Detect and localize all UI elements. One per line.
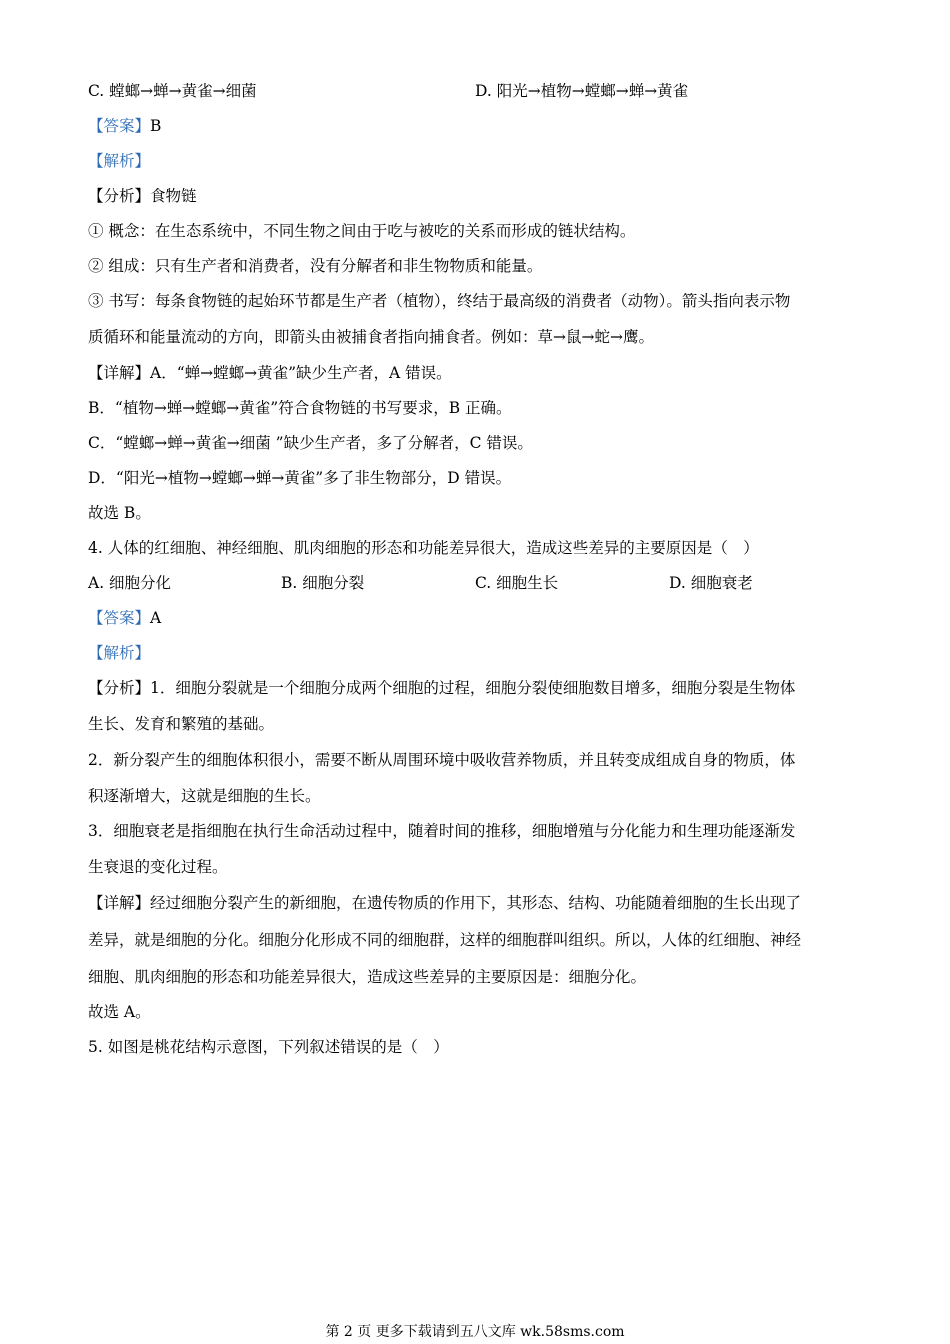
q3-detail-d: D．“阳光→植物→螳螂→蝉→黄雀”多了非生物部分，D 错误。 (88, 469, 512, 487)
fenxi-tag: 【分析】 (88, 679, 151, 697)
q4-point3-line2: 生衰退的变化过程。 (88, 858, 228, 876)
q3-detail-a-line (88, 362, 452, 384)
q4-point2-line2: 积逐渐增大，这就是细胞的生长。 (88, 787, 321, 805)
answer-tag: 【答案】 (88, 609, 151, 627)
q3-fenxi-line (88, 185, 197, 207)
fenxi-tag: 【分析】 (88, 187, 151, 205)
page-footer: 第 2 页 更多下载请到五八文库 wk.58sms.com (325, 1324, 625, 1340)
q4-point3-line1: 3．细胞衰老是指细胞在执行生命活动过程中，随着时间的推移，细胞增殖与分化能力和生理功能逐渐发 (88, 822, 796, 840)
q4-option-b: B. 细胞分裂 (281, 574, 365, 592)
q3-option-d: D. 阳光→植物→螳螂→蝉→黄雀 (475, 82, 689, 100)
q3-point3-line2: 质循环和能量流动的方向，即箭头由被捕食者指向捕食者。例如：草→鼠→蛇→鹰。 (88, 328, 654, 346)
q3-detail-c: C．“螳螂→蝉→黄雀→细菌 ”缺少生产者，多了分解者，C 错误。 (88, 434, 533, 452)
answer-value: A (150, 609, 162, 627)
q4-answer-line (88, 607, 161, 629)
q4-analysis-tag: 【解析】 (88, 644, 151, 662)
q4-fenxi-line2: 生长、发育和繁殖的基础。 (88, 715, 275, 733)
answer-tag: 【答案】 (88, 117, 151, 135)
q3-point3-line1: ③ 书写：每条食物链的起始环节都是生产者（植物），终结于最高级的消费者（动物）。箭头指向表示物 (88, 292, 791, 310)
detail-text: 经过细胞分裂产生的新细胞，在遗传物质的作用下，其形态、结构、功能随着细胞的生长出现了 (150, 894, 802, 912)
q3-detail-b: B．“植物→蝉→螳螂→黄雀”符合食物链的书写要求，B 正确。 (88, 399, 512, 417)
answer-value: B (150, 117, 162, 135)
fenxi-text: 食物链 (150, 187, 197, 205)
q3-conclusion: 故选 B。 (88, 504, 151, 522)
q3-option-c: C. 螳螂→蝉→黄雀→细菌 (88, 82, 257, 100)
q4-point2-line1: 2．新分裂产生的细胞体积很小，需要不断从周围环境中吸收营养物质，并且转变成组成自身的物质，体 (88, 751, 796, 769)
q4-detail-line1 (88, 892, 801, 914)
q4-detail-line2: 差异，就是细胞的分化。细胞分化形成不同的细胞群，这样的细胞群叫组织。所以，人体的红细胞、神经 (88, 931, 802, 949)
q3-point2: ② 组成：只有生产者和消费者，没有分解者和非生物物质和能量。 (88, 257, 543, 275)
q4-fenxi-line1 (88, 677, 795, 699)
q4-stem: 4. 人体的红细胞、神经细胞、肌肉细胞的形态和功能差异很大，造成这些差异的主要原因是（ ） (88, 539, 759, 557)
detail-a: A．“蝉→螳螂→黄雀”缺少生产者，A 错误。 (150, 364, 452, 382)
q4-option-a: A. 细胞分化 (88, 574, 172, 592)
q4-option-d: D. 细胞衰老 (669, 574, 753, 592)
q4-conclusion: 故选 A。 (88, 1003, 151, 1021)
detail-tag: 【详解】 (88, 364, 151, 382)
q5-stem: 5. 如图是桃花结构示意图，下列叙述错误的是（ ） (88, 1038, 449, 1056)
q3-answer-line (88, 115, 161, 137)
q4-option-c: C. 细胞生长 (475, 574, 559, 592)
detail-tag: 【详解】 (88, 894, 151, 912)
q3-analysis-tag: 【解析】 (88, 152, 151, 170)
q3-point1: ① 概念：在生态系统中，不同生物之间由于吃与被吃的关系而形成的链状结构。 (88, 222, 636, 240)
q4-detail-line3: 细胞、肌肉细胞的形态和功能差异很大，造成这些差异的主要原因是：细胞分化。 (88, 968, 647, 986)
fenxi-text: 1．细胞分裂就是一个细胞分成两个细胞的过程，细胞分裂使细胞数目增多，细胞分裂是生物体 (150, 679, 796, 697)
